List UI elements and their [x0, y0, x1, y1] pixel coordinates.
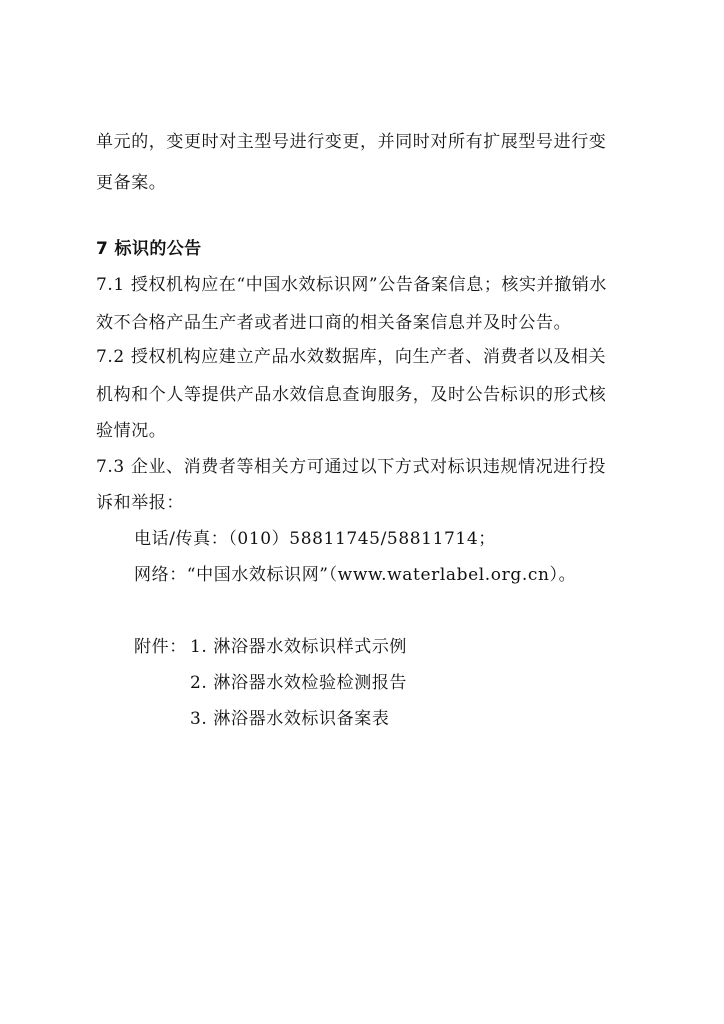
attachment-1: 1. 淋浴器水效标识样式示例: [190, 637, 408, 657]
paragraph-line: 更备案。: [96, 173, 167, 193]
clause-7-1-line: 7.1 授权机构应在“中国水效标识网”公告备案信息；核实并撤销水: [96, 275, 608, 295]
attachment-3: 3. 淋浴器水效标识备案表: [190, 709, 390, 729]
clause-7-1-line: 效不合格产品生产者或者进口商的相关备案信息并及时公告。: [96, 313, 572, 333]
clause-7-2-line: 验情况。: [96, 421, 167, 441]
clause-7-3-line: 诉和举报：: [96, 493, 184, 513]
clause-7-2-line: 机构和个人等提供产品水效信息查询服务，及时公告标识的形式核: [96, 385, 607, 405]
attachment-item: [134, 635, 679, 659]
attachments-label: 附件：: [134, 637, 187, 657]
section-heading: 7 标识的公告: [96, 239, 202, 259]
paragraph-line: 单元的，变更时对主型号进行变更，并同时对所有扩展型号进行变: [96, 132, 607, 152]
attachment-2: 2. 淋浴器水效检验检测报告: [190, 673, 408, 693]
clause-7-2-line: 7.2 授权机构应建立产品水效数据库，向生产者、消费者以及相关: [96, 347, 607, 367]
contact-website: 网络：“中国水效标识网”（www.waterlabel.org.cn）。: [134, 565, 577, 585]
contact-phone: 电话/传真：（010）58811745/58811714；: [134, 529, 496, 549]
clause-7-3-line: 7.3 企业、消费者等相关方可通过以下方式对标识违规情况进行投: [96, 457, 607, 477]
